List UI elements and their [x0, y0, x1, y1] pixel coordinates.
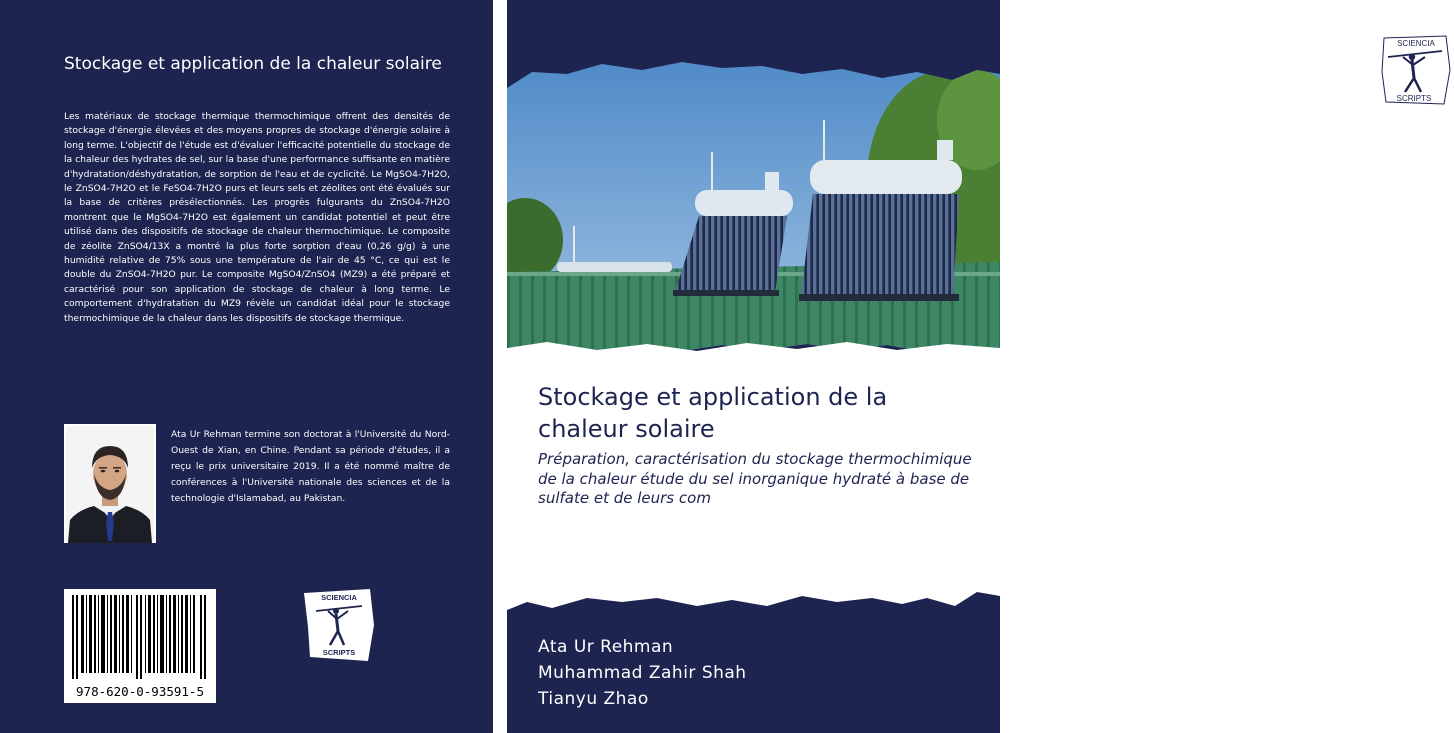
author-name: Muhammad Zahir Shah: [538, 663, 747, 683]
back-abstract: Les matériaux de stockage thermique thermochimique offrent des densités de stockage d'énergie élevées et des moyens propres de stockage d'énergie solaire à long terme. L'objectif de l'étude est d'évaluer l'efficacité potentielle du stockage de la chaleur des hydrates de sel, sur la base d'une performance suffisante en matière d'hydratation/déshydratation, de sorption de l'eau et de cyclicité. Le MgSO4-7H2O, le ZnSO4-7H2O et le FeSO4-7H2O purs et leurs sels et zéolites ont été évalués sur la base de critères présélectionnés. Les progrès fulgurants du ZnSO4-7H2O montrent que le MgSO4-7H2O est également un candidat potentiel et peut être utilisé dans des dispositifs de stockage de chaleur thermochimique. Le composite de zéolite ZnSO4/13X a montré la plus forte sorption d'eau (0,26 g/g) à une humidité relative de 75% sous une température de l'air de 45 °C, ce qui est le double du ZnSO4-7H2O pur. Le composite MgSO4/ZnSO4 (MZ9) a été préparé et caractérisé pour son application de stockage de chaleur à long terme. Le comportement d'hydratation du MZ9 révèle un candidat idéal pour le stockage thermochimique de la chaleur dans les dispositifs de stockage thermique.: [64, 111, 450, 324]
logo-top-text: SCIENCIA: [321, 593, 357, 602]
spine: [493, 0, 507, 733]
isbn-number: 978-620-0-93591-5: [76, 684, 204, 699]
solar-water-heater-photo: [507, 0, 1000, 380]
front-cover: [507, 0, 1435, 733]
front-title: Stockage et application de la chaleur solaire: [538, 383, 888, 443]
back-title: Stockage et application de la chaleur solaire: [64, 54, 442, 74]
front-subtitle: Préparation, caractérisation du stockage thermochimique de la chaleur étude du sel inorganique hydraté à base de sulfate et de leurs com: [538, 450, 972, 507]
author-name: Ata Ur Rehman: [538, 637, 674, 657]
back-cover: [0, 0, 493, 733]
author-name: Tianyu Zhao: [538, 689, 649, 709]
isbn-barcode: [64, 589, 216, 703]
logo-bottom-text: SCRIPTS: [1396, 94, 1432, 103]
barcode-bars: [70, 595, 210, 679]
logo-bottom-text: SCRIPTS: [322, 648, 356, 657]
sciencia-scripts-logo-back: [304, 589, 374, 661]
logo-top-text: SCIENCIA: [1397, 39, 1435, 48]
author-list: [538, 634, 747, 712]
sciencia-scripts-logo-front: [1378, 32, 1454, 108]
author-photo: [64, 424, 156, 543]
author-bio: Ata Ur Rehman termine son doctorat à l'Université du Nord-Ouest de Xian, en Chine. Pendant sa période d'études, il a reçu le prix universitaire 2019. Il a été nommé maître de conférences à l'Université nationale des sciences et de la technologie d'Islamabad, au Pakistan.: [171, 429, 450, 504]
